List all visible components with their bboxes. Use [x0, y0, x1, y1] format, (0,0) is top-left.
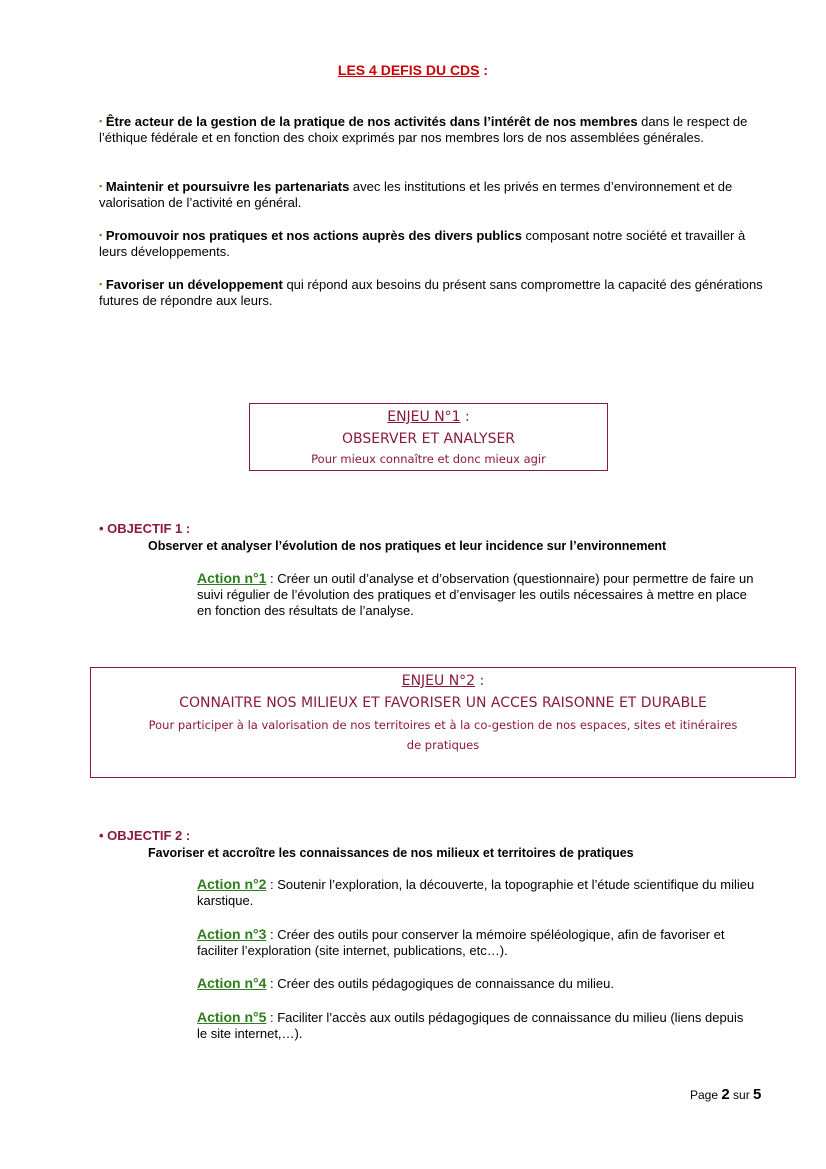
- square-bullet-icon: ▪: [99, 116, 103, 126]
- action-item: [197, 876, 757, 909]
- footer-page-word: Page: [690, 1088, 722, 1102]
- enjeu-1-title: OBSERVER ET ANALYSER: [341, 431, 516, 447]
- footer-total-pages: 5: [753, 1086, 762, 1103]
- action-separator: :: [266, 927, 278, 942]
- action-item: [197, 1009, 757, 1042]
- action-separator: :: [266, 877, 278, 892]
- page-title: [0, 62, 826, 78]
- action-item: [197, 926, 757, 959]
- action-item: [197, 570, 757, 619]
- enjeu-1-box: [249, 403, 608, 471]
- enjeu-1-number-suffix: :: [460, 409, 470, 425]
- action-text: Soutenir l’exploration, la découverte, la topographie et l’étude scientifique du milieu karstique.: [197, 877, 755, 908]
- square-bullet-icon: ▪: [99, 181, 103, 191]
- objectif-2-description: Favoriser et accroître les connaissances de nos milieux et territoires de pratiques: [148, 846, 634, 860]
- defi-item: [99, 227, 764, 260]
- action-text: Créer des outils pédagogiques de connaissance du milieu.: [277, 976, 615, 991]
- defi-bold: Être acteur de la gestion de la pratique de nos activités dans l’intérêt de nos membres: [105, 114, 638, 129]
- enjeu-2-subtitle: Pour participer à la valorisation de nos territoires et à la co-gestion de nos espaces, sites et itinéraires de pratiques: [148, 718, 738, 752]
- footer-of-word: sur: [729, 1088, 754, 1102]
- enjeu-2-title: CONNAITRE NOS MILIEUX ET FAVORISER UN ACCES RAISONNE ET DURABLE: [179, 695, 707, 711]
- defi-bold: Promouvoir nos pratiques et nos actions auprès des divers publics: [105, 228, 522, 243]
- page-title-text: LES 4 DEFIS DU CDS: [337, 62, 480, 78]
- defi-text: dans le respect de l’éthique fédérale et en fonction des choix exprimés par nos membres lors de nos assemblées générales.: [99, 114, 748, 145]
- defi-item: [99, 276, 764, 309]
- objectif-1-heading: • OBJECTIF 1 :: [99, 521, 191, 536]
- defi-bold: Favoriser un développement: [105, 277, 283, 292]
- action-label: Action n°4: [197, 975, 267, 991]
- action-text: Créer des outils pour conserver la mémoire spéléologique, afin de favoriser et faciliter l’exploration (site internet, publications, etc…).: [197, 927, 725, 958]
- enjeu-1-number: [250, 407, 607, 427]
- defi-text: composant notre société et travailler à leurs développements.: [99, 228, 746, 259]
- page-title-suffix: :: [479, 62, 489, 78]
- enjeu-2-number-text: ENJEU N°2: [401, 673, 476, 689]
- objectif-2-heading: • OBJECTIF 2 :: [99, 828, 191, 843]
- footer-page-number: 2: [721, 1086, 730, 1103]
- action-label: Action n°2: [197, 876, 267, 892]
- action-text: Créer un outil d’analyse et d’observation (questionnaire) pour permettre de faire un suivi régulier de l’évolution des pratiques et d’envisager les outils nécessaires à mettre en place en fonction des résultats de l’analyse.: [197, 571, 754, 618]
- enjeu-2-box: [90, 667, 796, 778]
- action-label: Action n°3: [197, 926, 267, 942]
- defi-item: [99, 113, 764, 146]
- objectif-1-description: Observer et analyser l’évolution de nos pratiques et leur incidence sur l’environnement: [148, 539, 667, 553]
- action-text: Faciliter l’accès aux outils pédagogiques de connaissance du milieu (liens depuis le site internet,…).: [197, 1010, 744, 1041]
- enjeu-2-number-suffix: :: [475, 673, 485, 689]
- action-separator: :: [266, 1010, 278, 1025]
- enjeu-1-subtitle: Pour mieux connaître et donc mieux agir: [311, 452, 546, 466]
- defi-item: [99, 178, 764, 211]
- enjeu-1-number-text: ENJEU N°1: [387, 409, 461, 425]
- defi-text: avec les institutions et les privés en termes d’environnement et de valorisation de l’activité en général.: [99, 179, 733, 210]
- page-footer: [690, 1086, 761, 1103]
- action-label: Action n°1: [197, 570, 267, 586]
- action-label: Action n°5: [197, 1009, 267, 1025]
- action-item: [197, 975, 757, 992]
- action-separator: :: [266, 976, 278, 991]
- square-bullet-icon: ▪: [99, 230, 103, 240]
- enjeu-2-number: [91, 671, 795, 691]
- square-bullet-icon: ▪: [99, 279, 103, 289]
- defi-bold: Maintenir et poursuivre les partenariats: [105, 179, 350, 194]
- defi-text: qui répond aux besoins du présent sans compromettre la capacité des générations futures de répondre aux leurs.: [99, 277, 763, 308]
- action-separator: :: [266, 571, 278, 586]
